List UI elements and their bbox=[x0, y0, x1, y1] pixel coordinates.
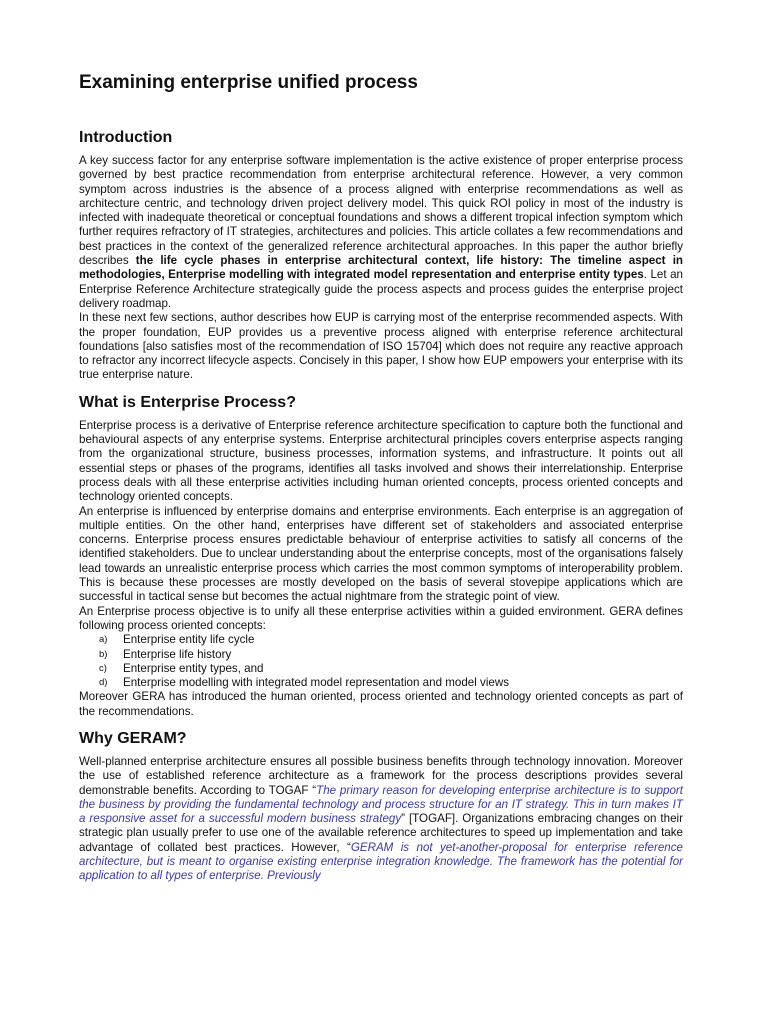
process-paragraph-4: Moreover GERA has introduced the human oriented, process oriented and technology oriented concepts as part of the recommendations. bbox=[79, 690, 683, 718]
intro-paragraph-1 bbox=[79, 154, 683, 311]
list-text: Enterprise life history bbox=[123, 647, 232, 661]
geram-p1-text-a: Well-planned enterprise architecture ensures all possible business benefits through technology innovation. Moreover the use of established reference architecture as a framework for the process descriptions provides several demonstrable benefits. According to TOGAF “ bbox=[79, 754, 683, 797]
document-title: Examining enterprise unified process bbox=[79, 72, 418, 93]
intro-p1-text-b: . Let an Enterprise Reference Architecture strategically guide the process aspects and process guides the enterprise project delivery roadmap. bbox=[79, 268, 683, 310]
list-item bbox=[99, 662, 683, 676]
process-paragraph-1: Enterprise process is a derivative of Enterprise reference architecture specification to capture both the functional and behavioural aspects of any enterprise systems. Enterprise architectural principles covers enterprise aspects ranging from the organizational structure, business processes, information systems, and infrastructure. It points out all essential steps or phases of the programs, identifies all tasks involved and shows their interrelationship. Enterprise process deals with all these enterprise activities including human oriented concepts, process oriented concepts and technology oriented concepts. bbox=[79, 418, 683, 504]
list-marker: b) bbox=[99, 648, 108, 660]
intro-p1-bold: the life cycle phases in enterprise architectural context, life history: The timeline aspect in methodologies, Enterprise modelling with integrated model representation and enterprise entity types bbox=[79, 254, 683, 282]
list-marker: a) bbox=[99, 634, 108, 646]
list-item bbox=[99, 648, 683, 662]
geram-quote: GERAM is not yet-another-proposal for enterprise reference architecture, but is meant to organise existing enterprise integration knowledge. The framework has the potential for application to all types of enterprise. Previously bbox=[79, 840, 683, 883]
togaf-quote: The primary reason for developing enterprise architecture is to support the business by providing the fundamental technology and process structure for an IT strategy. This in turn makes IT a responsive asset for a successful modern business strategy bbox=[79, 783, 683, 826]
intro-paragraph-2: In these next few sections, author describes how EUP is carrying most of the enterprise recommended aspects. With the proper foundation, EUP provides us a preventive process aligned with enterprise reference architectural foundations [also satisfies most of the recommendation of ISO 15704] which does not require any reactive approach to refractor any incorrect lifecycle aspects. Concisely in this paper, I show how EUP empowers your enterprise with its true enterprise nature. bbox=[79, 311, 683, 382]
process-paragraph-2: An enterprise is influenced by enterprise domains and enterprise environments. Each enterprise is an aggregation of multiple entities. On the other hand, enterprises have different set of stakeholders and associated enterprise concerns. Enterprise process ensures predictable behaviour of enterprise activities to satisfy all concerns of the identified stakeholders. Due to unclear understanding about the enterprise concepts, most of the organisations falsely lead towards an unrealistic enterprise process which carries the most common symptoms of interoperability problem. This is because these processes are mostly developed on the basis of several stovepipe applications which are successful in tactical sense but becomes the actual nightmare from the strategic point of view. bbox=[79, 504, 683, 604]
intro-p1-text-a: A key success factor for any enterprise software implementation is the active existence of proper enterprise process governed by best practice recommendation from enterprise architectural reference. However, a very common symptom across industries is the absence of a process aligned with enterprise recommendations as well as architecture centric, and technology driven project delivery model. This quick ROI policy in most of the industry is infected with inadequate theoretical or conceptual foundations and shows a different tropical infection symptom which further requires refractory of IT strategies, architectures and policies. This article collates a few recommendations and best practices in the context of the generalized reference architectural approaches. In this paper the author briefly describes bbox=[79, 154, 683, 268]
geram-p1-text-b: ” [TOGAF]. Organizations embracing changes on their strategic plan usually prefer to use one of the available reference architectures to speed up implementation and take advantage of collated best practices. However, “ bbox=[79, 812, 683, 854]
heading-enterprise-process: What is Enterprise Process? bbox=[79, 393, 296, 411]
list-text: Enterprise modelling with integrated model representation and model views bbox=[123, 676, 510, 690]
concept-list bbox=[79, 633, 683, 690]
document-page bbox=[79, 72, 683, 884]
list-item bbox=[99, 676, 683, 690]
process-paragraph-3: An Enterprise process objective is to unify all these enterprise activities within a guided environment. GERA defines following process oriented concepts: bbox=[79, 604, 683, 632]
list-marker: d) bbox=[99, 677, 108, 689]
geram-paragraph-1 bbox=[79, 755, 683, 884]
list-text: Enterprise entity types, and bbox=[123, 661, 264, 675]
heading-why-geram: Why GERAM? bbox=[79, 729, 187, 747]
heading-introduction: Introduction bbox=[79, 129, 173, 146]
list-item bbox=[99, 633, 683, 647]
list-text: Enterprise entity life cycle bbox=[123, 633, 255, 647]
list-marker: c) bbox=[99, 662, 107, 674]
